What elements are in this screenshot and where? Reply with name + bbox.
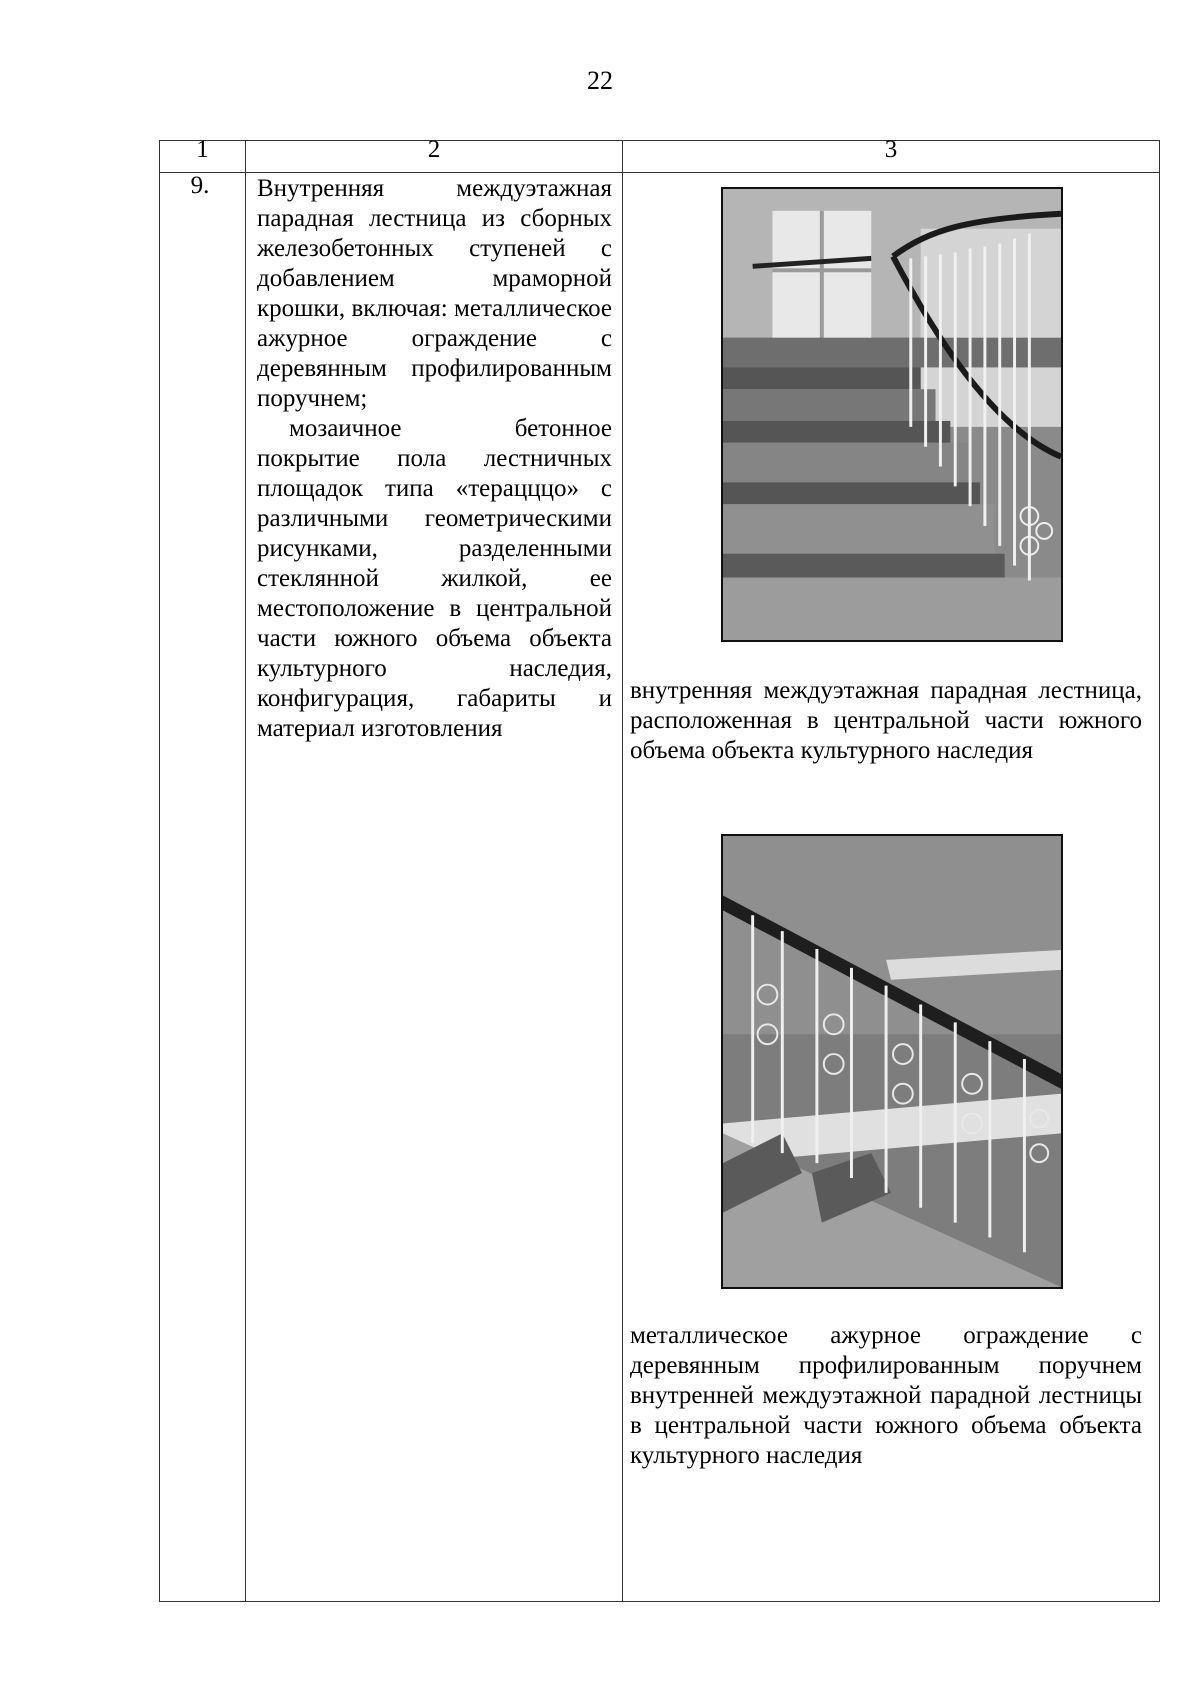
- photo-caption-1: внутренняя междуэтажная парадная лестница, расположенная в центральной части южного объема объекта культурного наследия: [630, 677, 1142, 764]
- column-divider-1: [245, 140, 246, 1602]
- description-paragraph-2: мозаичное бетонное покрытие пола лестничных площадок типа «терацццо» с различными геометрическими рисунками, разделенными стеклянной жилкой, ее местоположение в центральной части южного объема объекта культурного наследия, конфигурация, габариты и материал изготовления: [257, 415, 612, 742]
- column-header-3: 3: [884, 136, 898, 163]
- column-divider-2: [622, 140, 623, 1602]
- description-paragraph-1: Внутренняя междуэтажная парадная лестница из сборных железобетонных ступеней с добавлением мраморной крошки, включая: металлическое ажурное ограждение с деревянным профилированным поручнем;: [257, 175, 612, 412]
- table-border-right: [1159, 140, 1160, 1602]
- row-description: [257, 174, 612, 744]
- table-header-divider: [159, 172, 1160, 173]
- column-header-2: 2: [427, 136, 441, 163]
- row-number: 9.: [190, 172, 210, 199]
- table-border-bottom: [159, 1601, 1160, 1602]
- page-number: 22: [587, 66, 613, 95]
- column-header-1: 1: [196, 136, 209, 163]
- railing-photo: [721, 834, 1063, 1289]
- staircase-photo: [721, 187, 1063, 642]
- table-border-left: [159, 140, 160, 1602]
- photo-caption-2: металлическое ажурное ограждение с деревянным профилированным поручнем внутренней междуэтажной парадной лестницы в центральной части южного объема объекта культурного наследия: [630, 1322, 1142, 1469]
